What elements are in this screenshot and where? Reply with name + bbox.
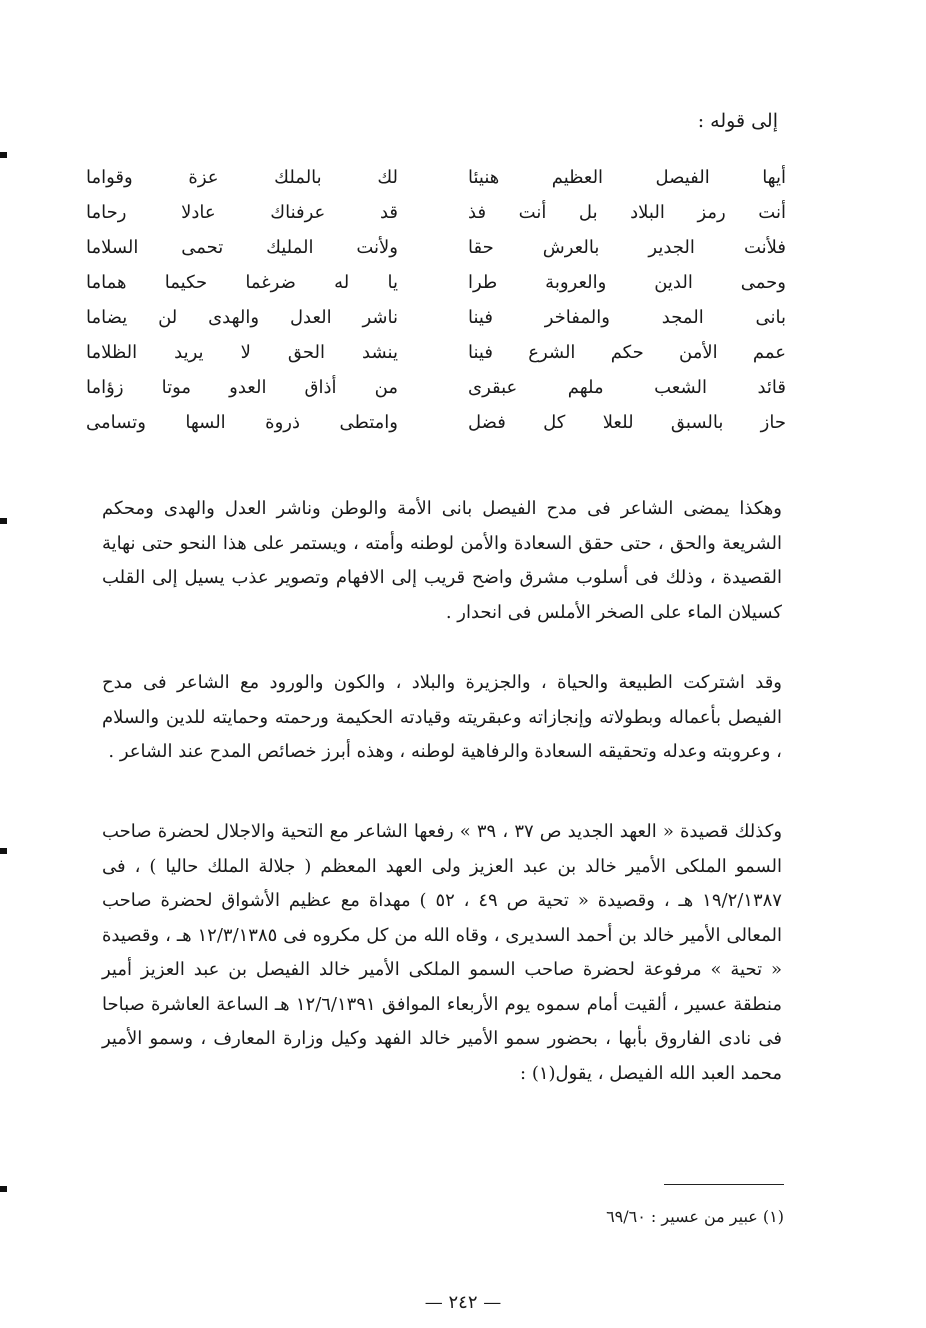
poem-verse — [86, 230, 786, 265]
verse-first-hemistich: أيها الفيصل العظيم هنيئا — [468, 167, 786, 188]
margin-mark — [0, 518, 7, 524]
verse-first-hemistich: فلأنت الجدير بالعرش حقا — [468, 237, 786, 258]
poem-verse — [86, 265, 786, 300]
body-paragraph: وهكذا يمضى الشاعر فى مدح الفيصل بانى الأمة والوطن وناشر العدل والهدى ومحكم الشريعة والحق ، حتى حقق السعادة والأمن لوطنه وأمته ، ويستمر على هذا النحو حتى نهاية القصيدة ، وذلك فى أسلوب مشرق واضح قريب إلى الافهام وتصوير عذب يسيل إلى القلب كسيلان الماء على الصخر الأملس فى انحدار . — [102, 498, 782, 623]
verse-second-hemistich: ينشد الحق لا يريد الظلاما — [86, 342, 398, 363]
verse-first-hemistich: عمم الأمن حكم الشرع فينا — [468, 342, 786, 363]
body-paragraph: وقد اشتركت الطبيعة والحياة ، والجزيرة والبلاد ، والكون والورود مع الشاعر فى مدح الفيصل بأعماله وبطولاته وإنجازاته وعبقريته وقيادته الحكيمة ورحمته وحمايته للدين والسلام ، وعروبته وعدله وتحقيقه السعادة والرفاهية لوطنه ، وهذه أبرز خصائص المدح عند الشاعر . — [102, 672, 782, 762]
poem — [86, 160, 786, 440]
verse-second-hemistich: ناشر العدل والهدى لن يضاما — [86, 307, 398, 328]
verse-second-hemistich: يا له ضرغما حكيما هماما — [86, 272, 398, 293]
poem-verse — [86, 160, 786, 195]
verse-second-hemistich: وامتطى ذروة السها وتسامى — [86, 412, 398, 433]
margin-mark — [0, 848, 7, 854]
margin-mark — [0, 152, 7, 158]
verse-second-hemistich: لك بالملك عزة وقواما — [86, 167, 398, 188]
poem-verse — [86, 300, 786, 335]
verse-first-hemistich: قائد الشعب ملهم عبقرى — [468, 377, 786, 398]
verse-second-hemistich: قد عرفناك عادلا رحاما — [86, 202, 398, 223]
margin-mark — [0, 1186, 7, 1192]
verse-first-hemistich: أنت رمز البلاد بل أنت فذ — [468, 202, 786, 223]
body-paragraph: وكذلك قصيدة « العهد الجديد ص ٣٧ ، ٣٩ » رفعها الشاعر مع التحية والاجلال لحضرة صاحب السمو الملكى الأمير خالد بن عبد العزيز ولى العهد المعظم ( جلالة الملك حاليا ) ، فى ١٩/٢/١٣٨٧ هـ ، وقصيدة « تحية ص ٤٩ ، ٥٢ ) مهداة مع عظيم الأشواق لحضرة صاحب المعالى الأمير خالد بن أحمد السديرى ، وقاه الله من كل مكروه فى ١٢/٣/١٣٨٥ هـ ، وقصيدة « تحية » مرفوعة لحضرة صاحب السمو الملكى الأمير خالد الفيصل بن عبد العزيز أمير منطقة عسير ، ألقيت أمام سموه يوم الأربعاء الموافق ١٢/٦/١٣٩١ هـ الساعة العاشرة صباحا فى نادى الفاروق بأبها ، بحضور سمو الأمير خالد الفهد وكيل وزارة المعارف ، وسمو الأمير محمد العبد الله الفيصل ، يقول(١) : — [102, 821, 783, 1084]
poem-verse — [86, 195, 786, 230]
verse-first-hemistich: وحمى الدين والعروبة طرا — [468, 272, 786, 293]
footnote: (١) عبير من عسير : ٦٩/٦٠ — [606, 1207, 784, 1226]
footnote-separator — [664, 1184, 784, 1185]
verse-first-hemistich: بانى المجد والمفاخر فينا — [468, 307, 786, 328]
poem-verse — [86, 335, 786, 370]
verse-second-hemistich: من أذاق العدو موتا زؤاما — [86, 377, 398, 398]
intro-line: إلى قوله : — [697, 110, 778, 132]
poem-verse — [86, 405, 786, 440]
poem-verse — [86, 370, 786, 405]
verse-first-hemistich: حاز بالسبق للعلا كل فضل — [468, 412, 786, 433]
page-number: — ٢٤٢ — — [424, 1292, 502, 1313]
verse-second-hemistich: ولأنت المليك تحمى السلاما — [86, 237, 398, 258]
